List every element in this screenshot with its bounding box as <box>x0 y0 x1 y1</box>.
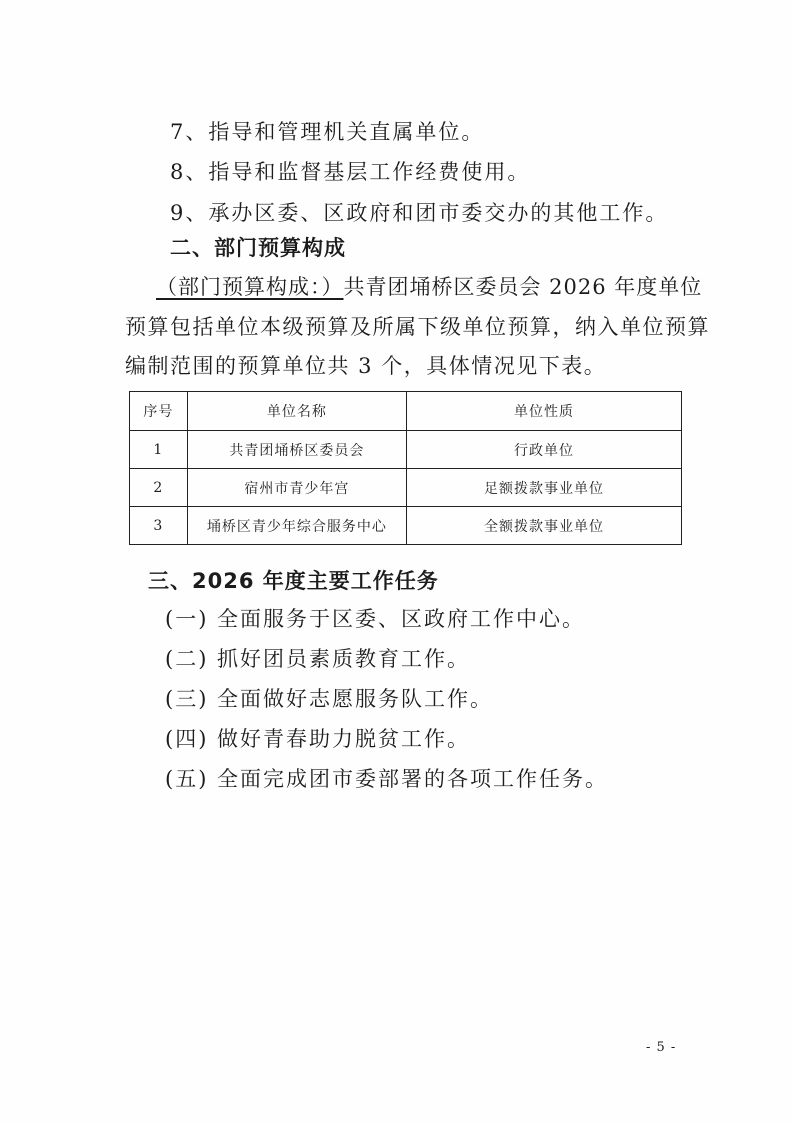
page-number: - 5 - <box>646 1040 677 1055</box>
duty-item-8: 8、指导和监督基层工作经费使用。 <box>170 160 531 184</box>
duty-item-9: 9、承办区委、区政府和团市委交办的其他工作。 <box>170 201 669 225</box>
cell-unit-name: 埇桥区青少年综合服务中心 <box>187 507 406 545</box>
header-unit-name: 单位名称 <box>187 392 406 431</box>
cell-index: 2 <box>130 469 188 507</box>
cell-index: 3 <box>130 507 188 545</box>
budget-units-table <box>129 391 682 545</box>
table-header-row <box>130 392 682 431</box>
cell-index: 1 <box>130 431 188 469</box>
table-row <box>130 469 682 507</box>
cell-unit-name: 宿州市青少年宫 <box>187 469 406 507</box>
header-unit-type: 单位性质 <box>407 392 682 431</box>
table-row <box>130 431 682 469</box>
task-item-5: (五) 全面完成团市委部署的各项工作任务。 <box>165 767 609 791</box>
task-item-4: (四) 做好青春助力脱贫工作。 <box>165 727 471 751</box>
table-row <box>130 507 682 545</box>
budget-intro-label: （部门预算构成：） <box>156 275 344 299</box>
task-item-1: (一) 全面服务于区委、区政府工作中心。 <box>165 607 586 631</box>
task-item-2: (二) 抓好团员素质教育工作。 <box>165 647 471 671</box>
cell-unit-name: 共青团埇桥区委员会 <box>187 431 406 469</box>
budget-intro-line-3: 编制范围的预算单位共 3 个，具体情况见下表。 <box>125 354 607 378</box>
cell-unit-type: 全额拨款事业单位 <box>407 507 682 545</box>
header-index: 序号 <box>130 392 188 431</box>
cell-unit-type: 行政单位 <box>407 431 682 469</box>
section-heading-budget-structure: 二、部门预算构成 <box>170 236 346 260</box>
section-heading-main-tasks: 三、2026 年度主要工作任务 <box>148 569 439 593</box>
budget-intro-line-2: 预算包括单位本级预算及所属下级单位预算，纳入单位预算 <box>125 315 710 339</box>
duty-item-7: 7、指导和管理机关直属单位。 <box>170 120 485 144</box>
cell-unit-type: 足额拨款事业单位 <box>407 469 682 507</box>
task-item-3: (三) 全面做好志愿服务队工作。 <box>165 687 494 711</box>
budget-intro-text: 共青团埇桥区委员会 2026 年度单位 <box>343 275 703 299</box>
budget-intro-line-1 <box>156 272 702 302</box>
